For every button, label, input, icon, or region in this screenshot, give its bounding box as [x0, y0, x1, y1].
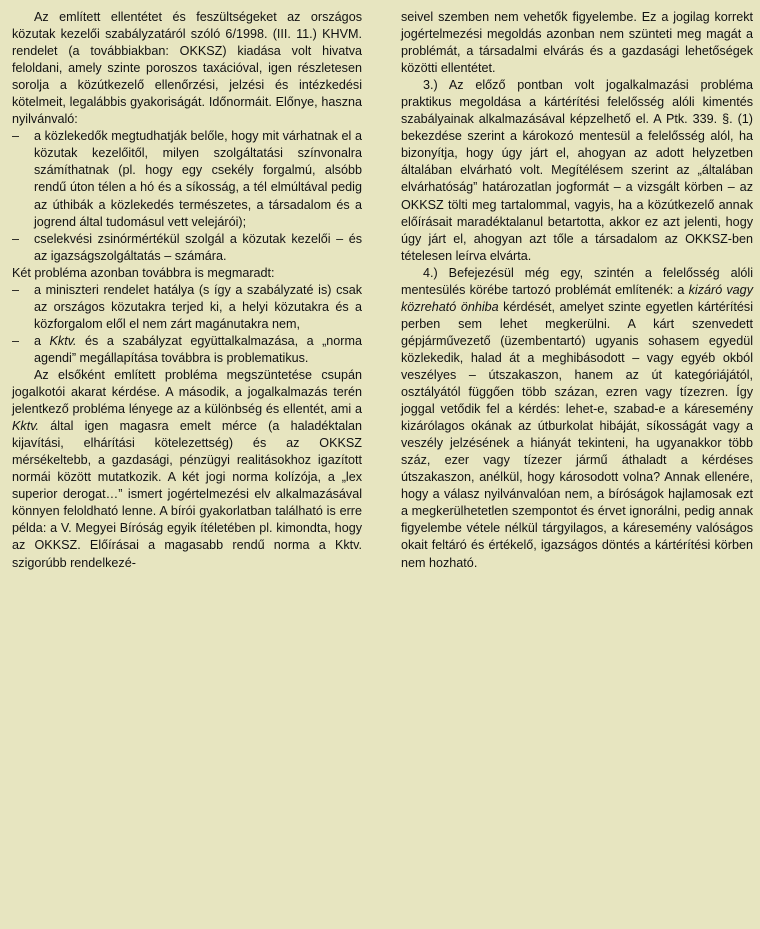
law-abbreviation: Kktv.: [12, 419, 40, 434]
paragraph-text: 4.) Befejezésül még egy, szintén a felelősség alóli mentesülés körébe tartozó problémát említenék: a: [401, 265, 753, 297]
list-item-text: a: [34, 333, 50, 348]
dash-bullet: [12, 333, 34, 350]
dash-bullet: [12, 231, 34, 248]
paragraph: [12, 367, 362, 572]
list-item: [12, 128, 362, 230]
list-item-text: cselekvési zsinórmértékül szolgál a közutak kezelői – és az igazságszolgáltatás – számára.: [34, 231, 362, 263]
paragraph: 3.) Az előző pontban volt jogalkalmazási probléma praktikus megoldása a kártérítési felelősség alóli kimentés szabályainak alkalmazásával képzelhető el. A Ptk. 339. §. (1) bekezdése szerint a károkozó mentesül a felelősség alól, ha bizonyítja, hogy úgy járt el, ahogyan az adott helyzetben általában elvárható volt. Megítélésem szerint az „általában elvárhatóság” határozatlan jogformát – a vizsgált körben – az OKKSZ tölti meg tartalommal, vagyis, ha a közútkezelő annak előírásait maradéktalanul betartotta, akkor ez azt jelenti, hogy úgy járt el, ahogyan azt tőle a társadalom az OKKSZ-ben tételesen leírva elvárta.: [401, 78, 753, 263]
paragraph: [401, 265, 753, 572]
paragraph: Az említett ellentétet és feszültségeket az országos közutak kezelői szabályzatáról szóló 6/1998. (III. 11.) KHVM. rendelet (a továbbiakban: OKKSZ) kiadása volt hivatva feloldani, amely szinte poroszos taxációval, igen részletesen sorolja a közútkezelő ellenőrzési, jelzési és intézkedési kötelmeit, legalábbis gyakoriságát. Időnormáit. Előnye, haszna nyilvánvaló:: [12, 10, 362, 127]
paragraph-text: által igen magasra emelt mérce (a haladéktalan kijavítási, elhárítási kötelezettség) és az OKKSZ mérsékeltebb, a gazdasági, pénzügyi realitásokhoz igazított normái között mutatkozik. A két jogi norma kolízója, a „lex superior derogat…” ismert jogértelmezési elv alkalmazásával könnyen feloldható lenne. A bírói gyakorlatban található is erre példa: a V. Megyei Bíróság egyik ítéletében pl. kimondta, hogy az OKKSZ. Előírásai a magasabb rendű norma a Kktv. szigorúbb rendelkezé-: [12, 419, 362, 570]
emphasized-term: kizáró vagy közreható önhiba: [401, 282, 753, 314]
paragraph: seivel szemben nem vehetők figyelembe. Ez a jogilag korrekt jogértelmezési megoldás azonban nem szünteti meg magát a problémát, a társadalmi elvárás és a gazdasági lehetőségek közötti ellentétet.: [401, 10, 753, 76]
list-item: [12, 333, 362, 367]
list-item: [12, 282, 362, 333]
list-item: [12, 231, 362, 265]
list-item-text: a miniszteri rendelet hatálya (s így a szabályzaté is) csak az országos közutakra terjed ki, a helyi közutakra és a közforgalom elől el nem zárt magánutakra nem,: [34, 282, 362, 331]
paragraph-text: Az elsőként említett probléma megszüntetése csupán jogalkotói akarat kérdése. A második, a jogalkalmazás terén jelentkező probléma lényege az a különbség és ellentét, ami a: [12, 367, 362, 417]
paragraph: Két probléma azonban továbbra is megmaradt:: [12, 265, 275, 280]
left-column: [12, 9, 362, 572]
law-abbreviation: Kktv.: [49, 333, 77, 348]
dash-bullet: [12, 128, 34, 145]
right-column: [401, 9, 753, 572]
paragraph-text: kérdését, amelyet szinte egyetlen kártérítési perben sem lehet megkerülni. A kárt szenvedett gépjárművezető (üzembentartó) ugyanis sohasem egyedül közlekedik, halad át a meghibásodott – vagy egyéb okból veszélyes – útszakaszon, hanem az út kategóriájától, osztályától függően több százan, ezren vagy tízezren. Így joggal vetődik fel a kérdés: lehet-e, szabad-e a káresemény kizárólagos okának az útburkolat hibáját, síkosságát vagy a veszély jelzésének a hiányát tekinteni, ha ugyanakkor több száz, ezer vagy tízezer jármű áthaladt a kérdéses útszakaszon, anélkül, hogy károsodott volna? Annak ellenére, hogy a válasz nyilvánvalóan nem, a bíróságok hajlamosak ezt a megkerülhetetlen szempontot és érvet ignorálni, pedig annak figyelembe vétele nélkül tárgyilagos, a káresemény valóságos okait feltáró és értékelő, igazságos döntés a kártérítési körben nem hozható.: [401, 299, 753, 570]
list-item-text: a közlekedők megtudhatják belőle, hogy mit várhatnak el a közutak kezelőitől, milyen szolgáltatási színvonalra számíthatnak (pl. hogy egy csekély forgalmú, alsóbb rendű úton télen a hó és a síkosság, a tél elmúltával pedig az úthibák a közlekedés természetes, a társadalom és a jogrend által tudomásul vett velejárói);: [34, 129, 362, 229]
dash-bullet: [12, 282, 34, 299]
list-item-text: és a szabályzat együttalkalmazása, a „norma agendi” megállapítása továbbra is problematikus.: [34, 333, 362, 365]
